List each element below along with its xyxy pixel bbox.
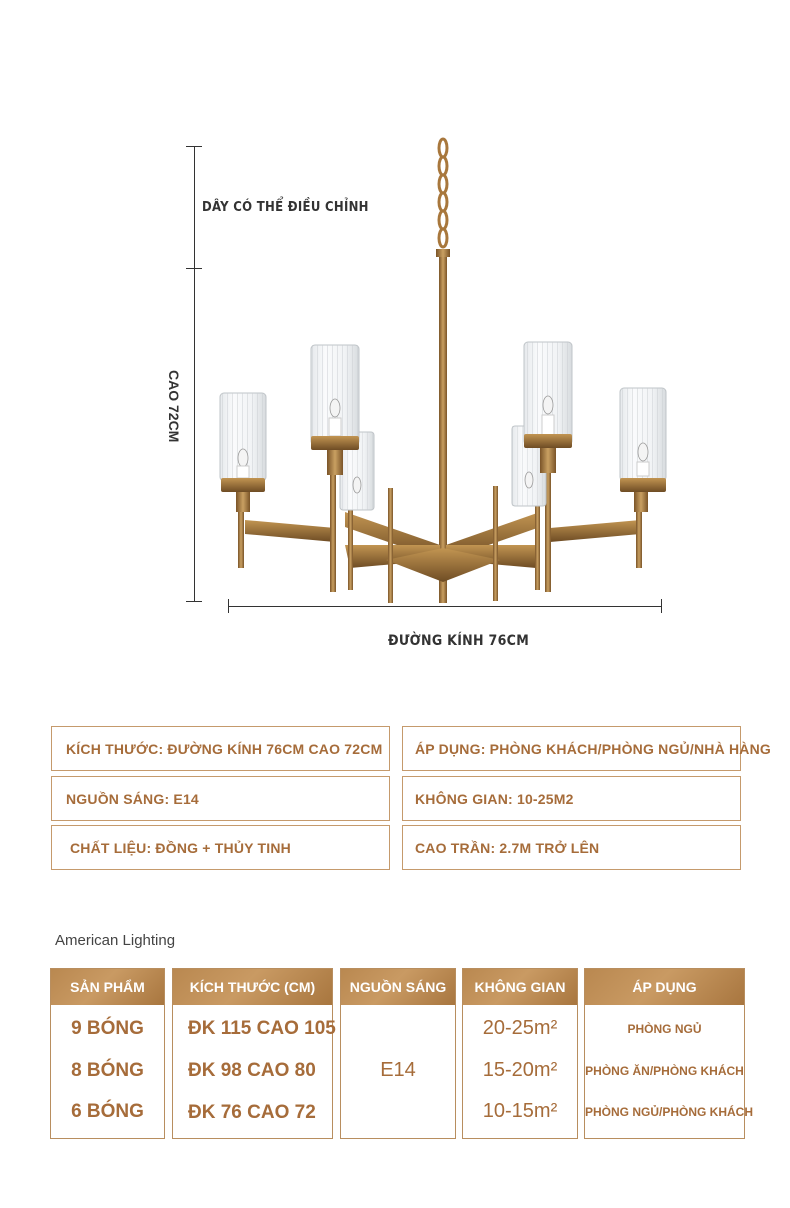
spec-light-source: NGUỒN SÁNG: E14 (51, 776, 390, 821)
header-space: KHÔNG GIAN (463, 969, 577, 1005)
height-label: CAO 72CM (166, 370, 182, 443)
dimension-tick (186, 601, 202, 602)
space-6: 10-15m² (482, 1100, 558, 1122)
space-8: 15-20m² (482, 1059, 558, 1081)
chain (439, 139, 447, 247)
usage-6: PHÒNG NGỦ/PHÒNG KHÁCH (585, 1105, 754, 1119)
spec-material: CHẤT LIỆU: ĐỒNG + THỦY TINH (51, 825, 390, 870)
dimension-tick (186, 268, 202, 269)
dimension-tick (661, 599, 662, 613)
header-product: SẢN PHẨM (51, 969, 164, 1005)
column-usage (584, 968, 754, 1139)
header-light-source: NGUỒN SÁNG (341, 969, 455, 1005)
product-6: 6 BÓNG (71, 1101, 144, 1122)
usage-8: PHÒNG ĂN/PHÒNG KHÁCH (585, 1064, 744, 1078)
header-usage: ÁP DỤNG (585, 969, 744, 1005)
size-8: ĐK 98 CAO 80 (188, 1060, 316, 1081)
usage-9: PHÒNG NGỦ (627, 1022, 702, 1036)
header-size: KÍCH THƯỚC (CM) (173, 969, 332, 1005)
size-6: ĐK 76 CAO 72 (188, 1102, 316, 1123)
dimension-tick (228, 599, 229, 613)
diameter-dimension-line (228, 606, 662, 607)
brand-label: American Lighting (55, 932, 176, 949)
light-source-value: E14 (380, 1059, 416, 1081)
diameter-label: ĐƯỜNG KÍNH 76CM (388, 633, 530, 649)
chandelier-illustration (0, 130, 790, 620)
dimension-tick (186, 146, 202, 147)
chain-label: DÂY CÓ THỂ ĐIỀU CHỈNH (202, 200, 369, 215)
product-9: 9 BÓNG (71, 1018, 144, 1039)
space-9: 20-25m² (482, 1017, 558, 1039)
spec-space: KHÔNG GIAN: 10-25M2 (402, 776, 741, 821)
product-8: 8 BÓNG (71, 1060, 144, 1081)
column-space (462, 968, 578, 1139)
spec-ceiling: CAO TRẦN: 2.7M TRỞ LÊN (402, 825, 741, 870)
spec-usage: ÁP DỤNG: PHÒNG KHÁCH/PHÒNG NGỦ/NHÀ HÀNG (402, 726, 741, 771)
size-9: ĐK 115 CAO 105 (188, 1018, 336, 1039)
column-size (172, 968, 336, 1139)
column-product (50, 968, 165, 1139)
column-light-source (340, 968, 456, 1139)
height-dimension-line (194, 146, 195, 602)
spec-size: KÍCH THƯỚC: ĐƯỜNG KÍNH 76CM CAO 72CM (51, 726, 390, 771)
